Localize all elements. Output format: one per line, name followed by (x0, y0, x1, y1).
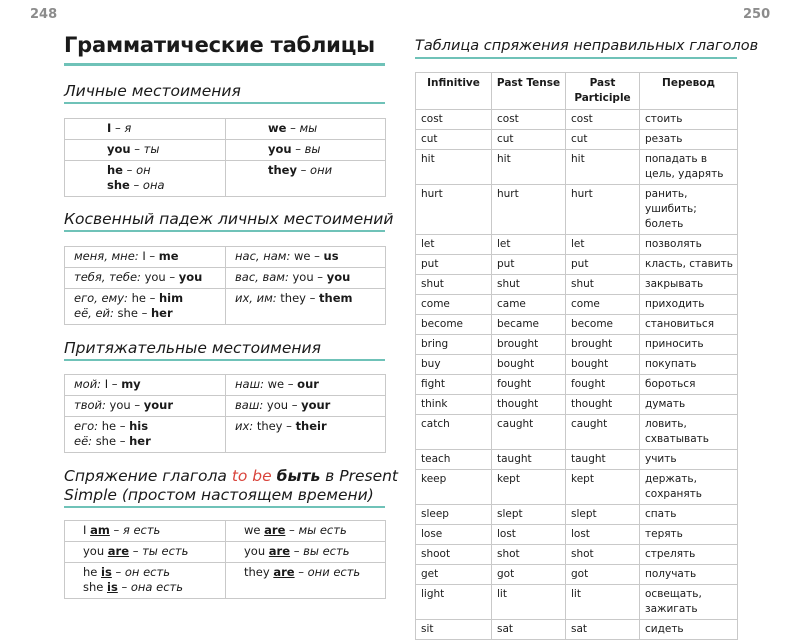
page-number-left: 248 (30, 7, 58, 22)
translation-cell: стрелять (640, 545, 738, 565)
section-underline (64, 506, 385, 508)
translation-cell: становиться (640, 315, 738, 335)
verb-form-cell: hit (492, 150, 566, 185)
verb-form-cell: thought (492, 395, 566, 415)
table-cell: we are – мы есть (226, 521, 386, 542)
verb-form-cell: bring (416, 335, 492, 355)
table-row (416, 470, 738, 505)
table-row (65, 417, 386, 453)
table-row (416, 110, 738, 130)
verb-form-cell: lost (566, 525, 640, 545)
verb-form-cell: cut (492, 130, 566, 150)
table-cell: меня, мне: I – me (65, 247, 226, 268)
table-row (65, 396, 386, 417)
verb-form-cell: cost (416, 110, 492, 130)
table-row (65, 289, 386, 325)
verb-form-cell: shot (566, 545, 640, 565)
verb-form-cell: shut (566, 275, 640, 295)
verb-form-cell: lit (566, 585, 640, 620)
translation-cell: ловить, схватывать (640, 415, 738, 450)
table-row (416, 585, 738, 620)
verb-form-cell: fight (416, 375, 492, 395)
table-cell: they are – они есть (226, 563, 386, 599)
translation-cell: закрывать (640, 275, 738, 295)
section-underline (415, 57, 737, 59)
page-number-right: 250 (743, 7, 771, 22)
table-row (65, 375, 386, 396)
table-cell: they – они (226, 161, 386, 197)
verb-form-cell: let (566, 235, 640, 255)
translation-cell: терять (640, 525, 738, 545)
table-cell: его, ему: he – him её, ей: she – her (65, 289, 226, 325)
table-row (416, 315, 738, 335)
section-underline (64, 102, 385, 104)
title-underline (64, 63, 385, 66)
verb-form-cell: become (566, 315, 640, 335)
table-cell: твой: you – your (65, 396, 226, 417)
verb-form-cell: come (566, 295, 640, 315)
verb-form-cell: let (492, 235, 566, 255)
verb-form-cell: got (566, 565, 640, 585)
translation-cell: учить (640, 450, 738, 470)
table-row (416, 375, 738, 395)
table-row (416, 295, 738, 315)
table-row (65, 119, 386, 140)
verb-form-cell: hurt (566, 185, 640, 235)
table-row (65, 161, 386, 197)
translation-cell: думать (640, 395, 738, 415)
verb-form-cell: caught (492, 415, 566, 450)
table-row (416, 620, 738, 640)
translation-cell: позволять (640, 235, 738, 255)
translation-cell: получать (640, 565, 738, 585)
translation-cell: класть, ставить (640, 255, 738, 275)
table-cell: I am – я есть (65, 521, 226, 542)
section-underline (64, 359, 385, 361)
verb-form-cell: shot (492, 545, 566, 565)
translation-cell: спать (640, 505, 738, 525)
verb-form-cell: slept (566, 505, 640, 525)
verb-form-cell: shoot (416, 545, 492, 565)
verb-form-cell: cut (416, 130, 492, 150)
table-cell: ваш: you – your (226, 396, 386, 417)
column-header: Infinitive (416, 73, 492, 110)
page-title: Грамматические таблицы (64, 33, 375, 57)
highlight-to-be: to be (231, 467, 272, 485)
section-title-possessive: Притяжательные местоимения (64, 339, 321, 357)
table-cell: he – он she – она (65, 161, 226, 197)
table-row (65, 563, 386, 599)
table-cell: I – я (65, 119, 226, 140)
verb-form-cell: hit (416, 150, 492, 185)
verb-form-cell: put (492, 255, 566, 275)
table-row (65, 140, 386, 161)
verb-form-cell: lost (492, 525, 566, 545)
table-row (65, 268, 386, 289)
table-cell: вас, вам: you – you (226, 268, 386, 289)
verb-form-cell: fought (566, 375, 640, 395)
section-title-to-be: Спряжение глагола to be быть в Present Simple (простом настоящем времени) (64, 467, 399, 504)
table-row (416, 355, 738, 375)
verb-form-cell: lose (416, 525, 492, 545)
table-row (416, 505, 738, 525)
verb-form-cell: got (492, 565, 566, 585)
verb-form-cell: cost (566, 110, 640, 130)
verb-form-cell: hit (566, 150, 640, 185)
verb-form-cell: bought (566, 355, 640, 375)
to-be-table (64, 520, 386, 599)
verb-form-cell: shut (416, 275, 492, 295)
column-header: Past Tense (492, 73, 566, 110)
section-underline (64, 230, 385, 232)
translation-cell: бороться (640, 375, 738, 395)
verb-form-cell: put (566, 255, 640, 275)
table-cell: тебя, тебе: you – you (65, 268, 226, 289)
verb-form-cell: lit (492, 585, 566, 620)
table-cell: you are – ты есть (65, 542, 226, 563)
translation-cell: сидеть (640, 620, 738, 640)
table-row (416, 395, 738, 415)
table-cell: его: he – his её: she – her (65, 417, 226, 453)
column-header: Перевод (640, 73, 738, 110)
verb-form-cell: cut (566, 130, 640, 150)
table-row (65, 247, 386, 268)
table-cell: наш: we – our (226, 375, 386, 396)
verb-form-cell: sat (492, 620, 566, 640)
verb-form-cell: became (492, 315, 566, 335)
verb-form-cell: think (416, 395, 492, 415)
table-row (416, 415, 738, 450)
column-header: Past Participle (566, 73, 640, 110)
verb-form-cell: fought (492, 375, 566, 395)
table-row (416, 275, 738, 295)
table-row (416, 185, 738, 235)
verb-form-cell: slept (492, 505, 566, 525)
table-cell: их, им: they – them (226, 289, 386, 325)
verb-form-cell: kept (566, 470, 640, 505)
table-row (416, 545, 738, 565)
translation-cell: держать, сохранять (640, 470, 738, 505)
table-row (416, 130, 738, 150)
table-cell: you are – вы есть (226, 542, 386, 563)
translation-cell: ранить, ушибить; болеть (640, 185, 738, 235)
translation-cell: приходить (640, 295, 738, 315)
verb-form-cell: came (492, 295, 566, 315)
verb-form-cell: caught (566, 415, 640, 450)
personal-pronouns-table (64, 118, 386, 197)
table-cell: нас, нам: we – us (226, 247, 386, 268)
object-pronouns-table (64, 246, 386, 325)
verb-form-cell: brought (566, 335, 640, 355)
table-row (65, 521, 386, 542)
verb-form-cell: let (416, 235, 492, 255)
table-row (416, 150, 738, 185)
translation-cell: покупать (640, 355, 738, 375)
verb-form-cell: keep (416, 470, 492, 505)
translation-cell: стоить (640, 110, 738, 130)
verb-form-cell: thought (566, 395, 640, 415)
table-cell: you – ты (65, 140, 226, 161)
translation-cell: освещать, зажигать (640, 585, 738, 620)
verb-form-cell: sat (566, 620, 640, 640)
verb-form-cell: brought (492, 335, 566, 355)
verb-form-cell: kept (492, 470, 566, 505)
table-cell: you – вы (226, 140, 386, 161)
table-row (416, 565, 738, 585)
possessive-pronouns-table (64, 374, 386, 453)
verb-form-cell: teach (416, 450, 492, 470)
translation-cell: попадать в цель, ударять (640, 150, 738, 185)
table-row (416, 235, 738, 255)
verb-form-cell: cost (492, 110, 566, 130)
verb-form-cell: hurt (416, 185, 492, 235)
verb-form-cell: sleep (416, 505, 492, 525)
table-cell: их: they – their (226, 417, 386, 453)
section-title-irregular: Таблица спряжения неправильных глаголов (415, 38, 759, 54)
verb-form-cell: shut (492, 275, 566, 295)
translation-cell: приносить (640, 335, 738, 355)
verb-form-cell: come (416, 295, 492, 315)
table-row (416, 335, 738, 355)
table-row (416, 255, 738, 275)
verb-form-cell: catch (416, 415, 492, 450)
translation-cell: резать (640, 130, 738, 150)
verb-form-cell: taught (492, 450, 566, 470)
verb-form-cell: become (416, 315, 492, 335)
table-header-row (416, 73, 738, 110)
verb-form-cell: sit (416, 620, 492, 640)
verb-form-cell: taught (566, 450, 640, 470)
table-cell: he is – он есть she is – она есть (65, 563, 226, 599)
verb-form-cell: light (416, 585, 492, 620)
verb-form-cell: buy (416, 355, 492, 375)
verb-form-cell: bought (492, 355, 566, 375)
table-cell: we – мы (226, 119, 386, 140)
irregular-verbs-table (415, 72, 738, 640)
section-title-personal: Личные местоимения (64, 82, 241, 100)
table-cell: мой: I – my (65, 375, 226, 396)
verb-form-cell: hurt (492, 185, 566, 235)
table-row (65, 542, 386, 563)
verb-form-cell: get (416, 565, 492, 585)
table-row (416, 525, 738, 545)
table-row (416, 450, 738, 470)
section-title-object: Косвенный падеж личных местоимений (64, 210, 394, 228)
verb-form-cell: put (416, 255, 492, 275)
